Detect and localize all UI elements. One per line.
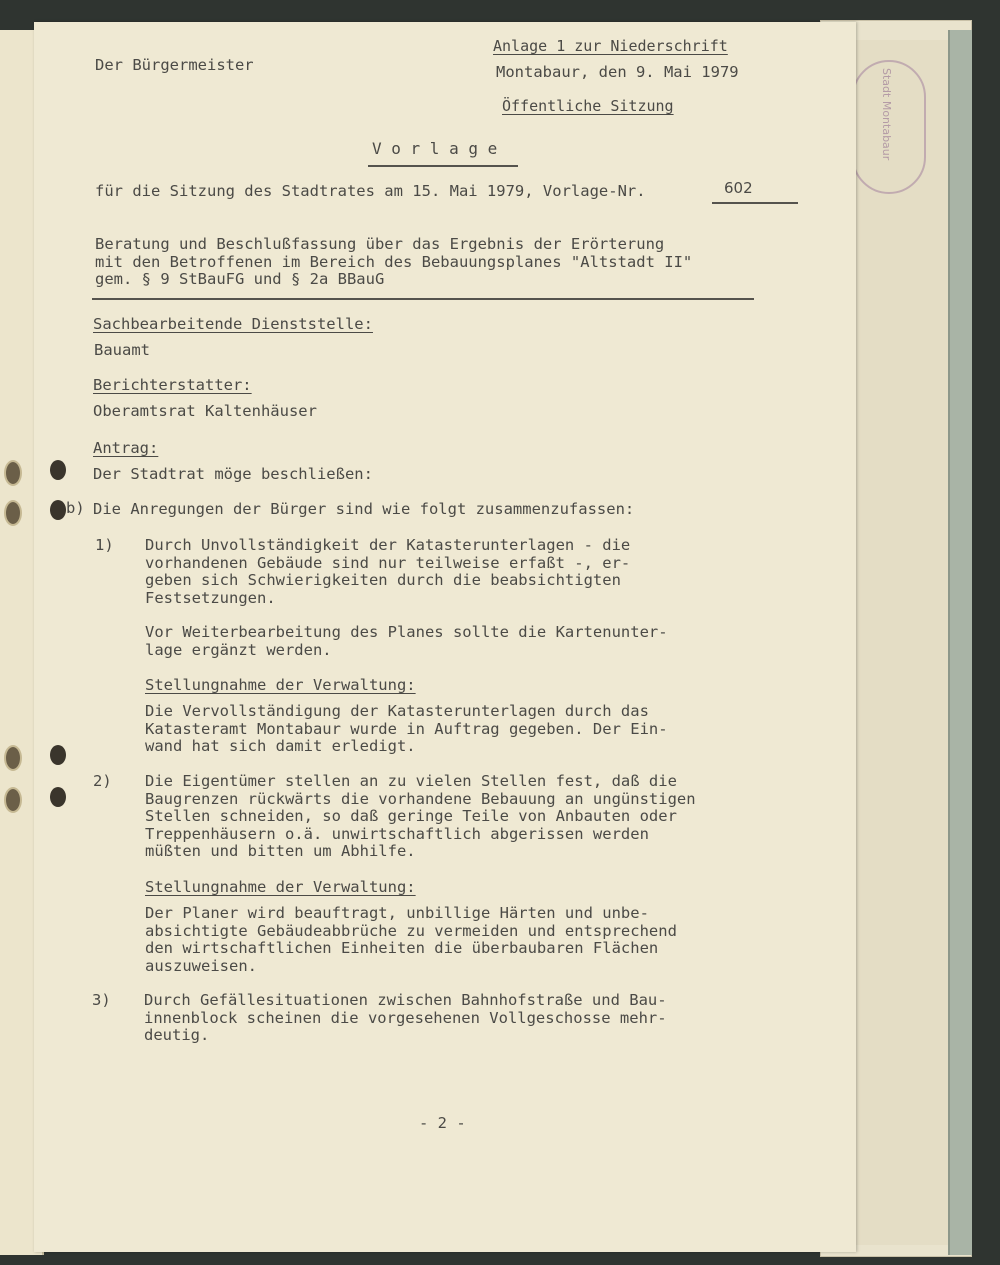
- punch-hole: [50, 500, 66, 520]
- sender: Der Bürgermeister: [95, 56, 254, 74]
- response-label: Stellungnahme der Verwaltung:: [145, 676, 416, 694]
- page-number: - 2 -: [419, 1114, 466, 1132]
- punch-hole: [4, 500, 22, 526]
- document-page: [34, 22, 856, 1252]
- punch-hole: [4, 460, 22, 486]
- item-number: 3): [92, 991, 111, 1009]
- response-label: Stellungnahme der Verwaltung:: [145, 878, 416, 896]
- number-line: [712, 202, 798, 204]
- item-text-continued: Vor Weiterbearbeitung des Planes sollte die Kartenunter- lage ergänzt werden.: [145, 623, 668, 659]
- title-underline: [368, 165, 518, 167]
- official-seal-stamp: Stadt Montabaur: [852, 60, 926, 194]
- vorlage-number: 602: [724, 179, 753, 197]
- item-text: Durch Gefällesituationen zwischen Bahnhofstraße und Bau- innenblock scheinen die vorgesehenen Vollgeschosse mehr- deutig.: [144, 991, 667, 1044]
- motion-label: Antrag:: [93, 439, 159, 457]
- reporter-value: Oberamtsrat Kaltenhäuser: [93, 402, 317, 420]
- subject: Beratung und Beschlußfassung über das Ergebnis der Erörterung mit den Betroffenen im Bereich des Bebauungsplanes "Altstadt II" gem. § 9 StBauFG und § 2a BBauG: [95, 235, 693, 288]
- motion-marker: b): [66, 499, 85, 517]
- response-text: Der Planer wird beauftragt, unbillige Härten und unbe- absichtigte Gebäudeabbrüche zu vermeiden und entsprechend den wirtschaftlichen Einheiten die überbaubaren Flächen auszuweisen.: [145, 904, 677, 975]
- punch-hole: [50, 787, 66, 807]
- punch-hole: [50, 745, 66, 765]
- item-text: Die Eigentümer stellen an zu vielen Stellen fest, daß die Baugrenzen rückwärts die vorhandene Bebauung an ungünstigen Stellen schneiden, so daß geringe Teile von Anbauten oder Treppenhäusern o.ä. unwirtschaftlich abgerissen werden müßten und bitten um Abhilfe.: [145, 772, 696, 860]
- punch-hole: [4, 787, 22, 813]
- response-text: Die Vervollständigung der Katasterunterlagen durch das Katasteramt Montabaur wurde in Auftrag gegeben. Der Ein- wand hat sich damit erledigt.: [145, 702, 668, 755]
- item-number: 1): [95, 536, 114, 554]
- item-text: Durch Unvollständigkeit der Katasterunterlagen - die vorhandenen Gebäude sind nur teilweise erfaßt -, er- geben sich Schwierigkeiten durch die beabsichtigten Festsetzungen.: [145, 536, 631, 607]
- subject-rule: [92, 298, 754, 300]
- motion-intro: Die Anregungen der Bürger sind wie folgt zusammenzufassen:: [93, 500, 635, 518]
- document-title: V o r l a g e: [372, 139, 498, 158]
- department-value: Bauamt: [94, 341, 150, 359]
- place-date: Montabaur, den 9. Mai 1979: [496, 63, 739, 81]
- item-number: 2): [93, 772, 112, 790]
- session-type: Öffentliche Sitzung: [502, 97, 674, 115]
- punch-hole: [50, 460, 66, 480]
- attachment-note: Anlage 1 zur Niederschrift: [493, 37, 728, 55]
- meeting-line: für die Sitzung des Stadtrates am 15. Mai 1979, Vorlage-Nr.: [95, 182, 646, 200]
- punch-hole: [4, 745, 22, 771]
- reporter-label: Berichterstatter:: [93, 376, 252, 394]
- binder-cover: [948, 30, 972, 1255]
- motion-text: Der Stadtrat möge beschließen:: [93, 465, 373, 483]
- department-label: Sachbearbeitende Dienststelle:: [93, 315, 373, 333]
